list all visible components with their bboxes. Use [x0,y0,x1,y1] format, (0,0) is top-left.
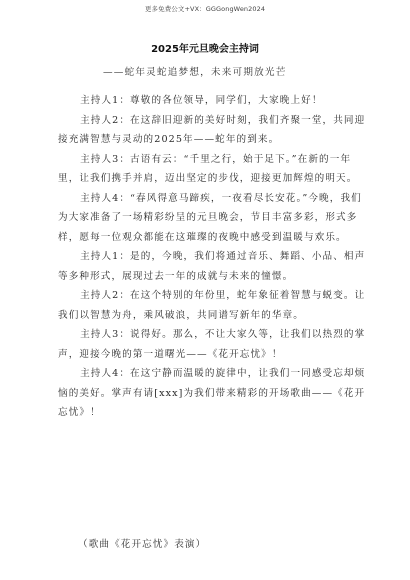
paragraph-host4-opening-song: 主持人4：在这宁静而温暖的旋律中，让我们一同感受忘却烦恼的美好。掌声有请[xxx]为我们带来精彩的开场歌曲——《花开忘忧》！ [58,368,366,418]
watermark-text: 更多免费公文+VX：GGGongWen2024 [144,5,266,13]
paragraph-host2-snake-year: 主持人2：在这个特别的年份里，蛇年象征着智慧与蜕变。让我们以智慧为舟，乘风破浪，共同谱写新年的华章。 [58,290,366,321]
paragraph-host1-greeting: 主持人1：尊敬的各位领导，同学们，大家晚上好！ [80,95,323,106]
document-body [58,91,370,423]
document-title: 2025年元旦晚会主持词 [151,44,259,55]
paragraph-host3-first-act: 主持人3：说得好。那么，不让大家久等，让我们以热烈的掌声，迎接今晚的第一道曙光——《花开忘忧》！ [58,329,366,360]
performance-note: （歌曲《花开忘忧》表演） [78,539,207,550]
paragraph-host1-forms: 主持人1：是的，今晚，我们将通过音乐、舞蹈、小品、相声等多种形式，展现过去一年的成就与未来的憧憬。 [58,251,366,282]
document-subtitle: ——蛇年灵蛇追梦想，未来可期放光芒 [103,67,287,78]
paragraph-host3-proverb: 主持人3：古语有云：“千里之行，始于足下。”在新的一年里，让我们携手并肩，迈出坚定的步伐，迎接更加辉煌的明天。 [58,153,358,184]
paragraph-host2-welcome: 主持人2：在这辞旧迎新的美好时刻，我们齐聚一堂，共同迎接充满智慧与灵动的2025年——蛇年的到来。 [58,114,366,145]
paragraph-host4-program: 主持人4：“春风得意马蹄疾，一夜看尽长安花。”今晚，我们为大家准备了一场精彩纷呈的元旦晚会，节目丰富多彩，形式多样，愿每一位观众都能在这璀璨的夜晚中感受到温暖与欢乐。 [58,192,362,243]
